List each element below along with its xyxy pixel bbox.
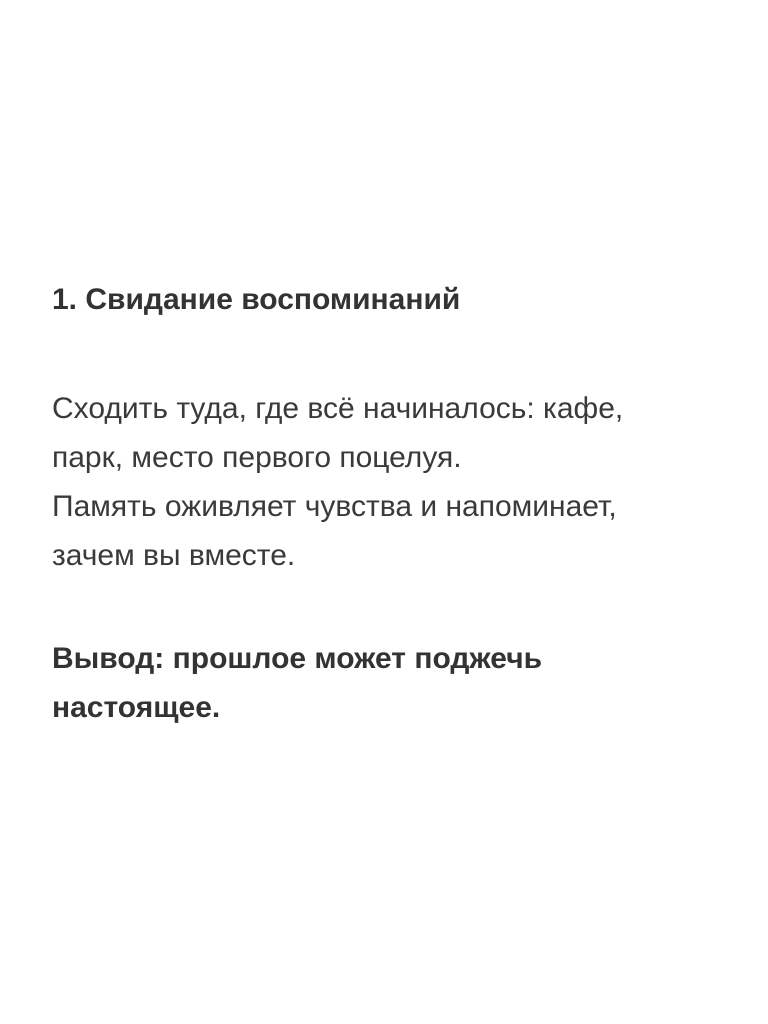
conclusion-text (52, 634, 742, 732)
section-heading: 1. Свидание воспоминаний (52, 283, 461, 316)
paragraph-line: Сходить туда, где всё начиналось: кафе, (52, 392, 624, 425)
conclusion-line: настоящее. (52, 691, 221, 724)
conclusion-line: Вывод: прошлое может поджечь (52, 642, 543, 675)
paragraph-line: зачем вы вместе. (52, 539, 296, 572)
body-paragraph (52, 384, 742, 580)
paragraph-line: Память оживляет чувства и напоминает, (52, 490, 617, 523)
paragraph-line: парк, место первого поцелуя. (52, 441, 462, 474)
